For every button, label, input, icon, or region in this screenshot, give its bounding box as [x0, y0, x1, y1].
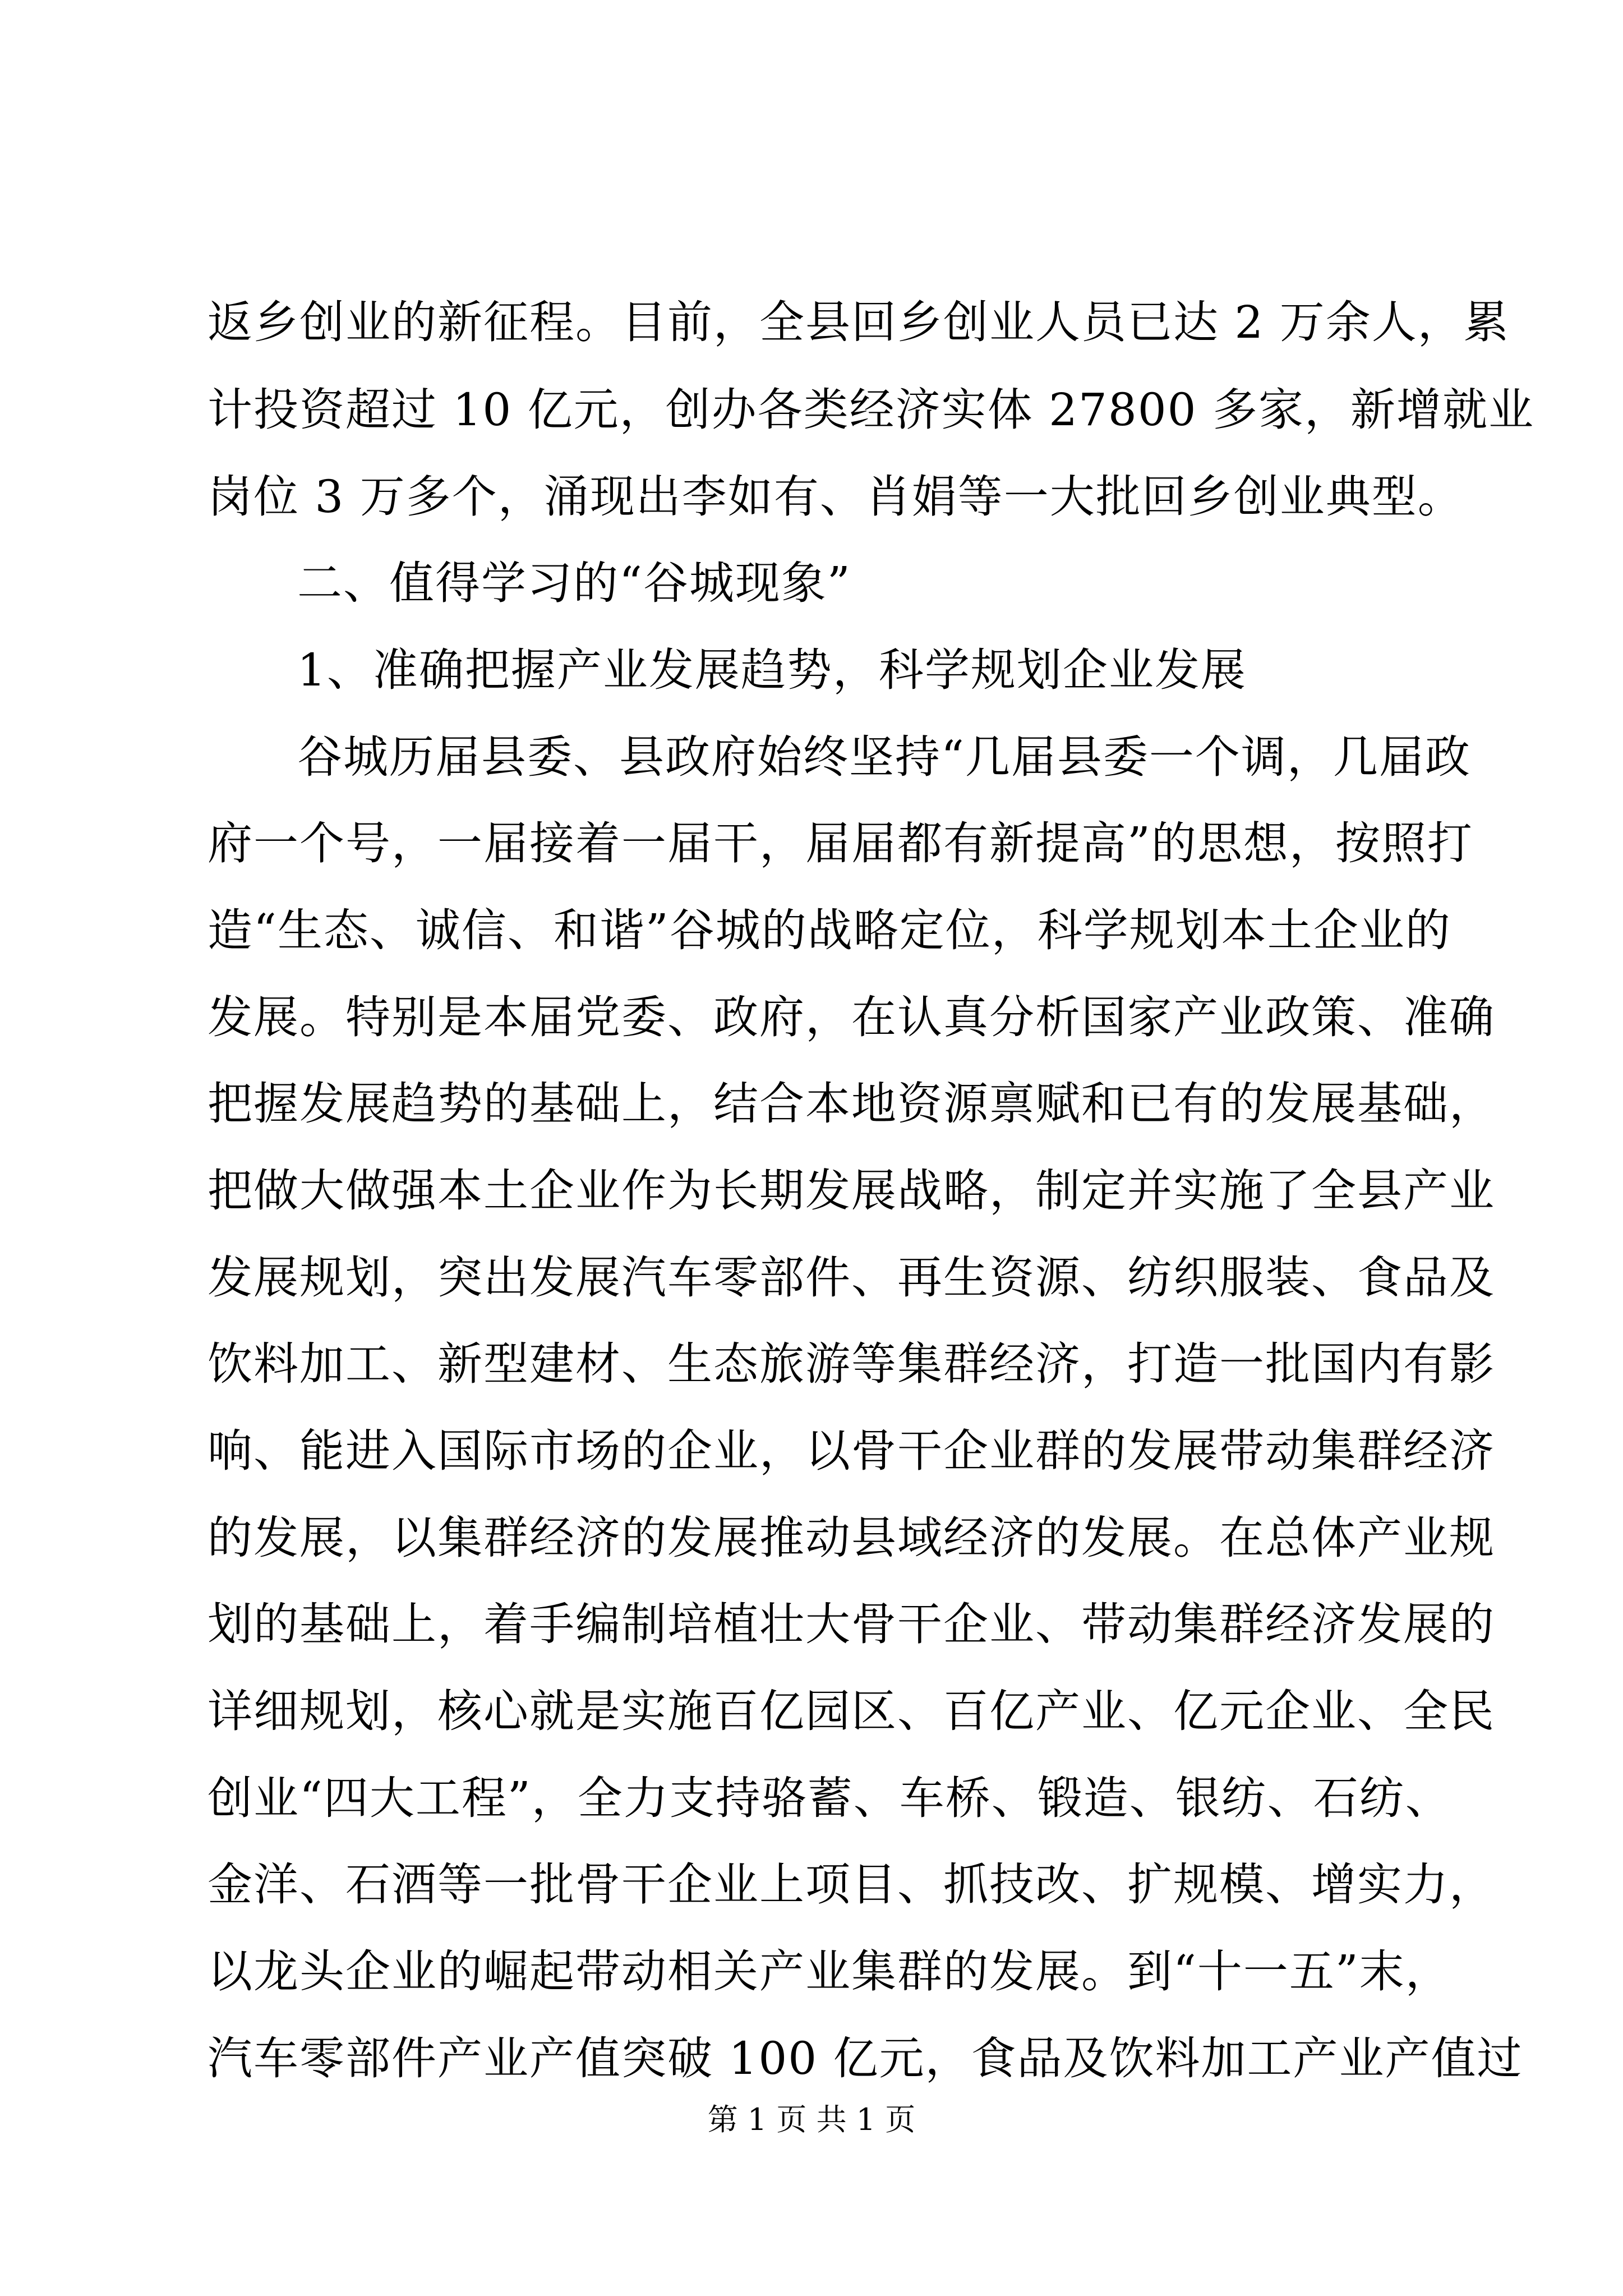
body-text-line: 的发展，以集群经济的发展推动县域经济的发展。在总体产业规 [208, 1512, 1495, 1564]
page-number-footer: 第 1 页 共 1 页 [707, 2102, 916, 2137]
body-text-line: 创业“四大工程”，全力支持骆蓄、车桥、锻造、银纺、石纺、 [208, 1772, 1451, 1824]
body-text-line: 岗位 3 万多个，涌现出李如有、肖娟等一大批回乡创业典型。 [208, 471, 1464, 523]
body-text-line: 发展规划，突出发展汽车零部件、再生资源、纺织服装、食品及 [208, 1251, 1495, 1304]
body-text-line: 汽车零部件产业产值突破 100 亿元，食品及饮料加工产业产值过 [208, 2032, 1523, 2085]
body-text-line: 造“生态、诚信、和谐”谷城的战略定位，科学规划本土企业的 [208, 904, 1451, 956]
body-text-line: 响、能进入国际市场的企业，以骨干企业群的发展带动集群经济 [208, 1425, 1495, 1477]
section-heading: 二、值得学习的“谷城现象” [297, 557, 851, 609]
subsection-heading: 1、准确把握产业发展趋势，科学规划企业发展 [297, 644, 1247, 696]
body-text-line: 计投资超过 10 亿元，创办各类经济实体 27800 多家，新增就业 [208, 384, 1535, 436]
body-text-line: 划的基础上，着手编制培植壮大骨干企业、带动集群经济发展的 [208, 1598, 1495, 1650]
body-text-line: 发展。特别是本届党委、政府，在认真分析国家产业政策、准确 [208, 991, 1495, 1043]
body-text-line: 金洋、石酒等一批骨干企业上项目、抓技改、扩规模、增实力， [208, 1858, 1495, 1911]
body-text-line: 把做大做强本土企业作为长期发展战略，制定并实施了全县产业 [208, 1165, 1495, 1217]
body-text-line: 府一个号，一届接着一届干，届届都有新提高”的思想，按照打 [208, 817, 1473, 869]
body-text-line: 返乡创业的新征程。目前，全县回乡创业人员已达 2 万余人，累 [208, 296, 1510, 348]
body-text-line: 详细规划，核心就是实施百亿园区、百亿产业、亿元企业、全民 [208, 1685, 1495, 1737]
paragraph-first-line: 谷城历届县委、县政府始终坚持“几届县委一个调，几届政 [297, 731, 1471, 783]
body-text-line: 把握发展趋势的基础上，结合本地资源禀赋和已有的发展基础， [208, 1078, 1495, 1130]
body-text-line: 饮料加工、新型建材、生态旅游等集群经济，打造一批国内有影 [208, 1338, 1495, 1390]
body-text-line: 以龙头企业的崛起带动相关产业集群的发展。到“十一五”末， [208, 1945, 1451, 1998]
